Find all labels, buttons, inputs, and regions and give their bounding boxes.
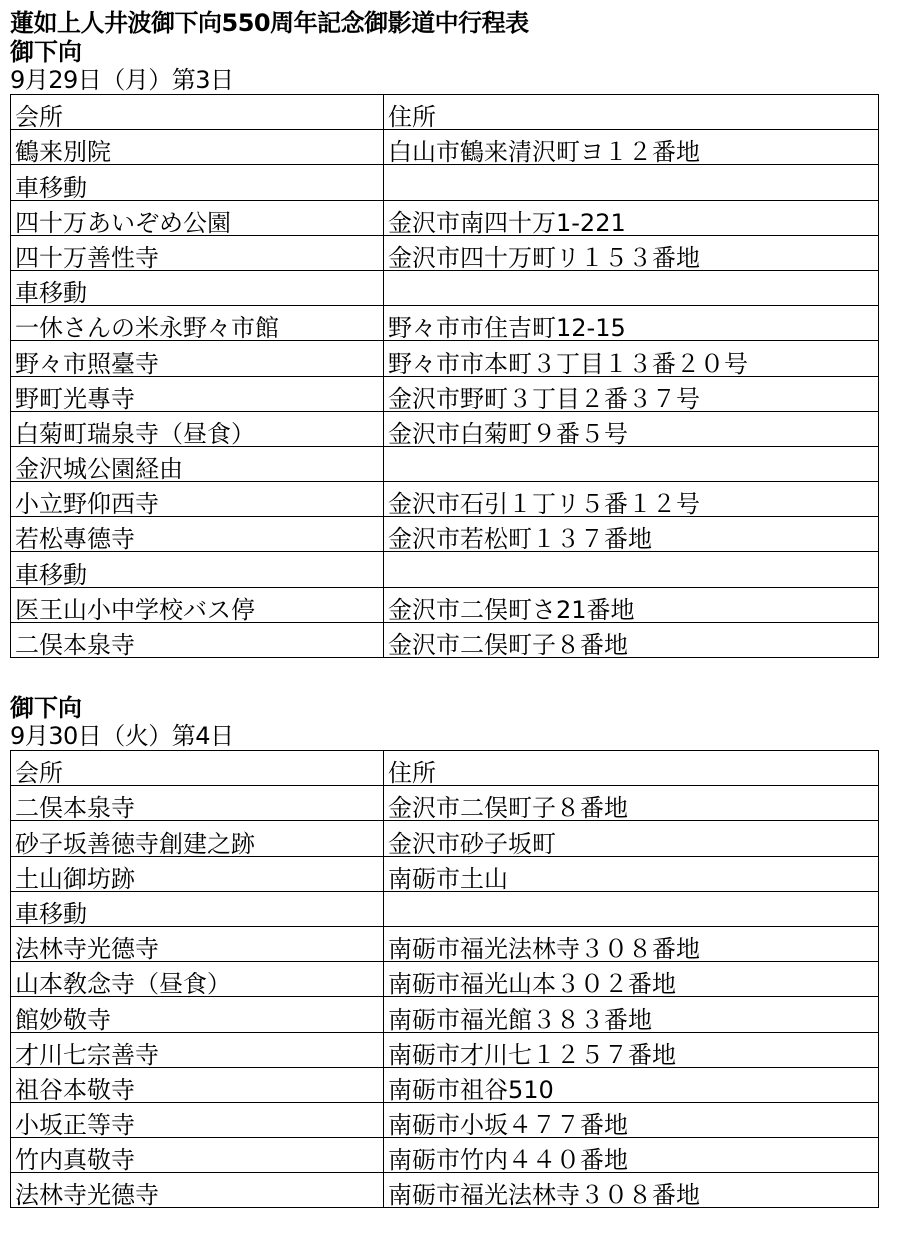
address-cell: 金沢市若松町１３７番地	[384, 517, 879, 552]
table-row	[11, 376, 879, 411]
table-row	[11, 587, 879, 622]
venue-cell: 車移動	[11, 891, 384, 926]
venue-cell: 医王山小中学校バス停	[11, 587, 384, 622]
table-row	[11, 341, 879, 376]
address-cell: 南砺市竹内４４０番地	[384, 1138, 879, 1173]
venue-cell: 白菊町瑞泉寺（昼食）	[11, 411, 384, 446]
address-cell: 南砺市祖谷510	[384, 1067, 879, 1102]
venue-cell: 四十万あいぞめ公園	[11, 200, 384, 235]
address-cell: 金沢市南四十万1-221	[384, 200, 879, 235]
venue-cell: 野町光專寺	[11, 376, 384, 411]
venue-cell: 車移動	[11, 270, 384, 305]
table-row	[11, 482, 879, 517]
table-row	[11, 1067, 879, 1102]
venue-cell: 才川七宗善寺	[11, 1032, 384, 1067]
address-cell: 南砺市才川七１２５７番地	[384, 1032, 879, 1067]
address-cell	[384, 270, 879, 305]
venue-cell: 二俣本泉寺	[11, 786, 384, 821]
venue-cell: 鶴来別院	[11, 130, 384, 165]
address-cell: 金沢市四十万町リ１５３番地	[384, 235, 879, 270]
address-cell: 金沢市石引１丁リ５番１２号	[384, 482, 879, 517]
section-heading: 御下向	[10, 38, 82, 66]
address-cell: 南砺市福光法林寺３０８番地	[384, 1173, 879, 1208]
table-row	[11, 821, 879, 856]
address-cell: 金沢市二俣町さ21番地	[384, 587, 879, 622]
table-row	[11, 200, 879, 235]
address-cell: 金沢市二俣町子８番地	[384, 622, 879, 657]
venue-cell: 一休さんの米永野々市館	[11, 306, 384, 341]
address-cell	[384, 552, 879, 587]
venue-cell: 四十万善性寺	[11, 235, 384, 270]
table-row	[11, 997, 879, 1032]
column-header-address: 住所	[384, 751, 879, 786]
venue-cell: 法林寺光德寺	[11, 926, 384, 961]
venue-cell: 小立野仰西寺	[11, 482, 384, 517]
address-cell	[384, 165, 879, 200]
address-cell: 金沢市野町３丁目２番３７号	[384, 376, 879, 411]
venue-cell: 祖谷本敬寺	[11, 1067, 384, 1102]
table-row	[11, 1173, 879, 1208]
table-row	[11, 786, 879, 821]
venue-cell: 小坂正等寺	[11, 1102, 384, 1137]
venue-cell: 車移動	[11, 552, 384, 587]
venue-cell: 若松專德寺	[11, 517, 384, 552]
day-section-2	[10, 694, 880, 1208]
column-header-venue: 会所	[11, 751, 384, 786]
table-header-row	[11, 95, 879, 130]
venue-cell: 野々市照臺寺	[11, 341, 384, 376]
table-row	[11, 411, 879, 446]
section-heading: 御下向	[10, 694, 82, 722]
section-date: 9月30日（火）第4日	[10, 722, 234, 750]
address-cell: 南砺市福光法林寺３０８番地	[384, 926, 879, 961]
table-row	[11, 130, 879, 165]
address-cell	[384, 446, 879, 481]
address-cell: 白山市鶴来清沢町ヨ１２番地	[384, 130, 879, 165]
address-cell: 野々市市本町３丁目１３番２０号	[384, 341, 879, 376]
table-row	[11, 1102, 879, 1137]
table-row	[11, 446, 879, 481]
document-title: 蓮如上人井波御下向550周年記念御影道中行程表	[10, 9, 529, 37]
schedule-table	[10, 94, 879, 658]
table-header-row	[11, 751, 879, 786]
table-row	[11, 165, 879, 200]
venue-cell: 砂子坂善徳寺創建之跡	[11, 821, 384, 856]
table-row	[11, 1032, 879, 1067]
address-cell: 金沢市砂子坂町	[384, 821, 879, 856]
venue-cell: 山本敎念寺（昼食）	[11, 962, 384, 997]
column-header-address: 住所	[384, 95, 879, 130]
table-row	[11, 235, 879, 270]
schedule-table-body	[11, 751, 879, 1208]
address-cell: 野々市市住吉町12-15	[384, 306, 879, 341]
section-date: 9月29日（月）第3日	[10, 66, 234, 94]
table-row	[11, 891, 879, 926]
venue-cell: 金沢城公園経由	[11, 446, 384, 481]
table-row	[11, 552, 879, 587]
venue-cell: 二俣本泉寺	[11, 622, 384, 657]
table-row	[11, 517, 879, 552]
address-cell: 南砺市福光山本３０２番地	[384, 962, 879, 997]
venue-cell: 法林寺光德寺	[11, 1173, 384, 1208]
column-header-venue: 会所	[11, 95, 384, 130]
schedule-table-body	[11, 95, 879, 658]
address-cell: 南砺市福光館３８３番地	[384, 997, 879, 1032]
venue-cell: 竹内真敬寺	[11, 1138, 384, 1173]
venue-cell: 土山御坊跡	[11, 856, 384, 891]
table-row	[11, 856, 879, 891]
table-row	[11, 270, 879, 305]
schedule-table	[10, 750, 879, 1208]
address-cell: 南砺市小坂４７７番地	[384, 1102, 879, 1137]
table-row	[11, 306, 879, 341]
address-cell: 金沢市白菊町９番５号	[384, 411, 879, 446]
table-row	[11, 622, 879, 657]
address-cell: 金沢市二俣町子８番地	[384, 786, 879, 821]
address-cell	[384, 891, 879, 926]
itinerary-document	[10, 8, 880, 1208]
table-row	[11, 1138, 879, 1173]
table-row	[11, 962, 879, 997]
venue-cell: 車移動	[11, 165, 384, 200]
address-cell: 南砺市土山	[384, 856, 879, 891]
table-row	[11, 926, 879, 961]
day-section-1	[10, 38, 880, 658]
venue-cell: 館妙敬寺	[11, 997, 384, 1032]
